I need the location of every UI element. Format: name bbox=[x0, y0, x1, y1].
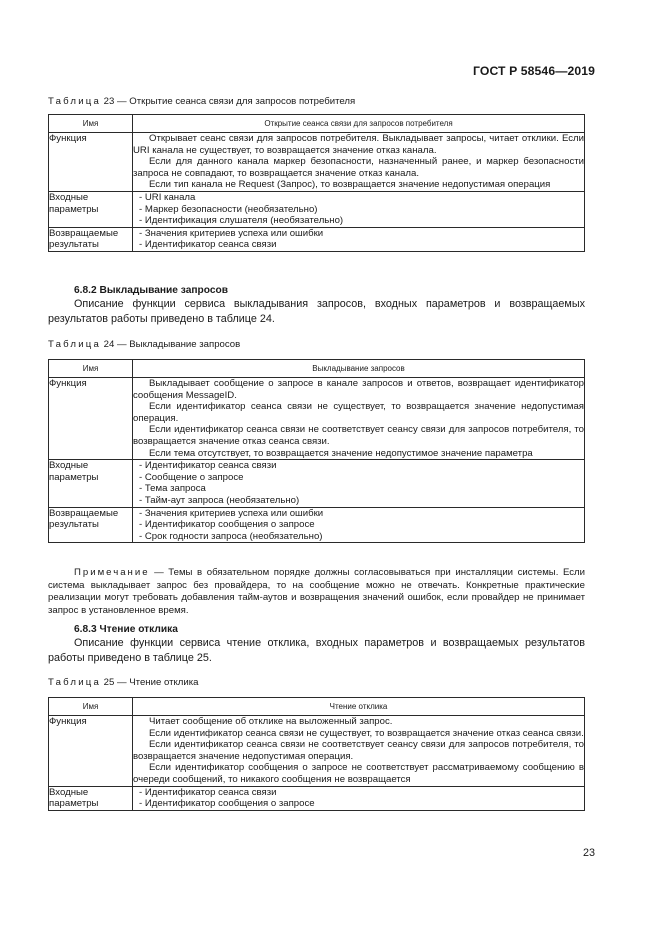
table-header-row bbox=[49, 115, 585, 133]
list-item: - Значения критериев успеха или ошибки bbox=[139, 507, 324, 519]
list-item: - Тема запроса bbox=[139, 483, 206, 495]
list-item: - Идентификатор сообщения о запросе bbox=[139, 519, 315, 531]
section-heading-6-8-2: 6.8.2 Выкладывание запросов bbox=[74, 285, 228, 296]
column-header-name: Имя bbox=[49, 360, 133, 378]
description-paragraph: Если для данного канала маркер безопасности, назначенный ранее, и маркер безопасности запроса не совпадают, то возвращается значение отказ канала. bbox=[133, 156, 584, 179]
column-header-value: Выкладывание запросов bbox=[133, 360, 585, 378]
row-name-cell: Функция bbox=[49, 378, 133, 460]
table-24-caption bbox=[48, 339, 240, 350]
row-description-cell bbox=[133, 378, 585, 460]
table-24 bbox=[48, 359, 585, 543]
table-caption-word: Таблица bbox=[48, 96, 102, 107]
section-paragraph: Описание функции сервиса чтение отклика, входных параметров и возвращаемых результатов работы приведено в таблице 25. bbox=[48, 637, 585, 664]
table-row bbox=[49, 227, 585, 251]
list-item: - Срок годности запроса (необязательно) bbox=[139, 530, 323, 542]
list-item: - Идентификатор сеанса связи bbox=[139, 786, 277, 798]
table-23-caption bbox=[48, 96, 355, 107]
row-description-cell bbox=[133, 191, 585, 227]
row-name-cell: Входные параметры bbox=[49, 460, 133, 507]
description-paragraph: Читает сообщение об отклике на выложенный запрос. bbox=[149, 716, 393, 727]
list-item: - Идентификация слушателя (необязательно) bbox=[139, 215, 344, 227]
table-caption-word: Таблица bbox=[48, 677, 102, 688]
table-row bbox=[49, 507, 585, 543]
list-item: - Значения критериев успеха или ошибки bbox=[139, 227, 324, 239]
row-name-cell: Возвращаемые результаты bbox=[49, 227, 133, 251]
row-description-cell bbox=[133, 786, 585, 810]
description-paragraph: Открывает сеанс связи для запросов потребителя. Выкладывает запросы, читает отклики. Если URI канала не существует, то возвращается значение отказ канала. bbox=[133, 133, 584, 156]
list-item: - URI канала bbox=[139, 191, 196, 203]
row-description-cell bbox=[133, 133, 585, 192]
column-header-value: Открытие сеанса связи для запросов потребителя bbox=[133, 115, 585, 133]
list-item: - Идентификатор сообщения о запросе bbox=[139, 798, 315, 810]
table-caption-text: 23 — Открытие сеанса связи для запросов потребителя bbox=[101, 96, 356, 107]
table-caption-text: 24 — Выкладывание запросов bbox=[101, 339, 241, 350]
column-header-name: Имя bbox=[49, 115, 133, 133]
page-number: 23 bbox=[582, 847, 595, 859]
section-paragraph: Описание функции сервиса выкладывания запросов, входных параметров и возвращаемых результатов работы приведено в таблице 24. bbox=[48, 298, 585, 325]
description-paragraph: Если идентификатор сеанса связи не существует, то возвращается значение недопустимая операция. bbox=[133, 401, 584, 424]
table-23 bbox=[48, 114, 585, 252]
note-paragraph bbox=[48, 567, 585, 617]
table-row bbox=[49, 133, 585, 192]
description-paragraph: Если идентификатор сообщения о запросе не соответствует рассматриваемому сообщению в очереди сообщений, то никакого сообщения не возвращается bbox=[133, 762, 584, 785]
table-row bbox=[49, 191, 585, 227]
table-header-row bbox=[49, 698, 585, 716]
table-25-caption bbox=[48, 677, 198, 688]
description-paragraph: Если тема отсутствует, то возвращается значение недопустимое значение параметра bbox=[149, 447, 533, 459]
list-item: - Маркер безопасности (необязательно) bbox=[139, 203, 318, 215]
row-description-cell bbox=[133, 507, 585, 543]
description-paragraph: Выкладывает сообщение о запросе в канале запросов и ответов, возвращает идентификатор сообщения MessageID. bbox=[133, 378, 584, 401]
document-id: ГОСТ Р 58546—2019 bbox=[473, 64, 595, 78]
list-item: - Идентификатор сеанса связи bbox=[139, 460, 277, 472]
table-caption-word: Таблица bbox=[48, 339, 102, 350]
column-header-name: Имя bbox=[49, 698, 133, 716]
row-description-cell bbox=[133, 460, 585, 507]
row-description-cell bbox=[133, 716, 585, 787]
table-row bbox=[49, 786, 585, 810]
description-paragraph: Если идентификатор сеанса связи не существует, то возвращается значение отказ сеанса связи. bbox=[149, 727, 584, 739]
note-text: — Темы в обязательном порядке должны согласовываться при инсталляции системы. Если система выкладывает запрос без провайдера, то на сообщение можно не отвечать. Конкретные практические реализации могут требовать добавления тайм-аутов и возвращения значений ошибок, если провайдер не принимает запрос в установленное время. bbox=[48, 567, 585, 616]
table-row bbox=[49, 460, 585, 507]
row-name-cell: Функция bbox=[49, 133, 133, 192]
column-header-value: Чтение отклика bbox=[133, 698, 585, 716]
description-paragraph: Если идентификатор сеанса связи не соответствует сеансу связи для запросов потребителя, то возвращается значение отказ сеанса связи. bbox=[133, 424, 584, 447]
list-item: - Тайм-аут запроса (необязательно) bbox=[139, 494, 300, 506]
table-header-row bbox=[49, 360, 585, 378]
row-name-cell: Входные параметры bbox=[49, 191, 133, 227]
section-heading-6-8-3: 6.8.3 Чтение отклика bbox=[74, 624, 178, 635]
list-item: - Сообщение о запросе bbox=[139, 471, 244, 483]
row-name-cell: Входные параметры bbox=[49, 786, 133, 810]
description-paragraph: Если идентификатор сеанса связи не соответствует сеансу связи для запросов потребителя, то возвращается значение недопустимая операция. bbox=[133, 739, 584, 762]
row-name-cell: Функция bbox=[49, 716, 133, 787]
table-row bbox=[49, 378, 585, 460]
table-row bbox=[49, 716, 585, 787]
table-caption-text: 25 — Чтение отклика bbox=[101, 677, 199, 688]
note-label: Примечание bbox=[74, 567, 150, 578]
table-25 bbox=[48, 697, 585, 811]
list-item: - Идентификатор сеанса связи bbox=[139, 239, 277, 251]
row-description-cell bbox=[133, 227, 585, 251]
description-paragraph: Если тип канала не Request (Запрос), то возвращается значение недопустимая операция bbox=[149, 179, 551, 191]
row-name-cell: Возвращаемые результаты bbox=[49, 507, 133, 543]
